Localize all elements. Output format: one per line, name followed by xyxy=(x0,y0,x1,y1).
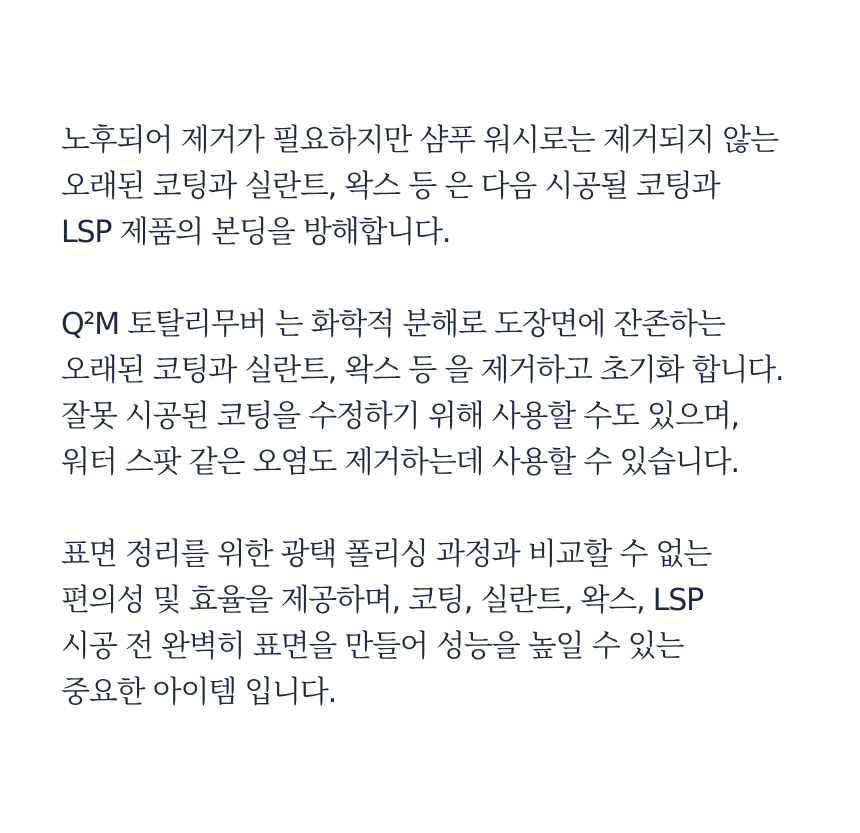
text-line: 잘못 시공된 코팅을 수정하기 위해 사용할 수도 있으며, xyxy=(61,399,739,434)
paragraph-problem xyxy=(61,118,841,256)
text-line: Q²M 토탈리무버 는 화학적 분해로 도장면에 잔존하는 xyxy=(61,307,725,342)
text-line: 중요한 아이템 입니다. xyxy=(61,675,337,710)
text-line: 표면 정리를 위한 광택 폴리싱 과정과 비교할 수 없는 xyxy=(61,537,712,572)
text-line: 시공 전 완벽히 표면을 만들어 성능을 높일 수 있는 xyxy=(61,629,684,664)
text-line: 오래된 코팅과 실란트, 왁스 등 은 다음 시공될 코팅과 xyxy=(61,169,720,204)
text-line: 워터 스팟 같은 오염도 제거하는데 사용할 수 있습니다. xyxy=(61,445,739,480)
paragraph-benefit xyxy=(61,532,841,716)
text-line: 노후되어 제거가 필요하지만 샴푸 워시로는 제거되지 않는 xyxy=(61,123,778,158)
product-description xyxy=(61,118,841,716)
text-line: 편의성 및 효율을 제공하며, 코팅, 실란트, 왁스, LSP xyxy=(61,583,703,618)
paragraph-product xyxy=(61,302,841,486)
text-line: 오래된 코팅과 실란트, 왁스 등 을 제거하고 초기화 합니다. xyxy=(61,353,784,388)
text-line: LSP 제품의 본딩을 방해합니다. xyxy=(61,215,451,250)
